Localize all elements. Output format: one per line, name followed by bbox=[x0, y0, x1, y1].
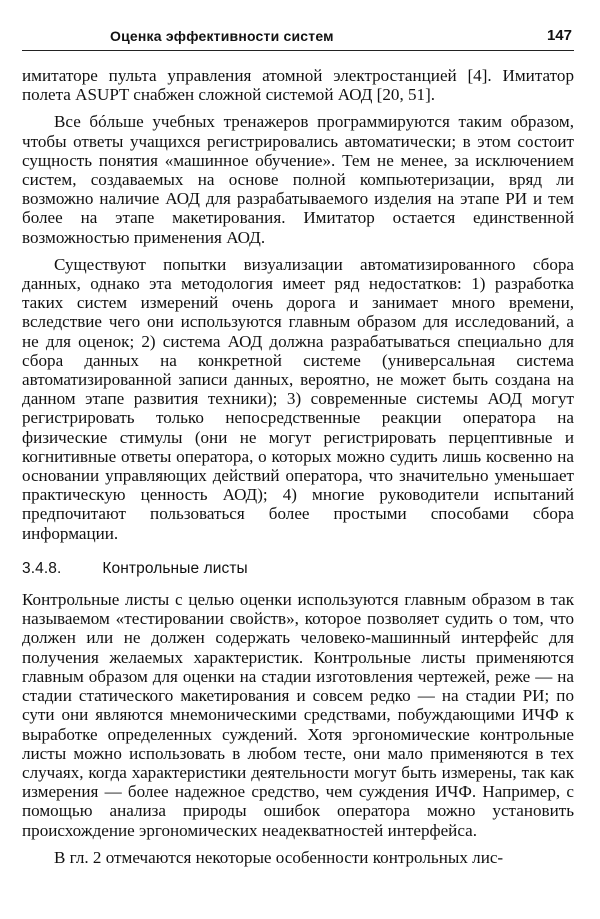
page-number: 147 bbox=[546, 27, 572, 44]
paragraph-machine-learning: Все бóльше учебных тренажеров программируются таким образом, чтобы ответы учащихся регистрировались автоматически; в этом состоит сущность понятия «машинное обучение». Тем не менее, за исключением систем, создаваемых на основе полной компьютеризации, вряд ли возможно наличие АОД для разрабатываемого изделия на этапе РИ и тем более на этапе макетирования. Имитатор остается единственной возможностью применения АОД. bbox=[22, 112, 574, 247]
running-head bbox=[22, 24, 574, 51]
running-title: Оценка эффективности систем bbox=[110, 28, 334, 44]
section-heading bbox=[22, 559, 574, 578]
page-body bbox=[22, 66, 574, 875]
paragraph-continuation: имитаторе пульта управления атомной электростанцией [4]. Имитатор полета ASUPT снабжен сложной системой АОД [20, 51]. bbox=[22, 66, 574, 105]
paragraph-chapter-reference: В гл. 2 отмечаются некоторые особенности контрольных лис- bbox=[54, 847, 504, 867]
paragraph-checklists: Контрольные листы с целью оценки используются главным образом в так называемом «тестировании свойств», которое позволяет судить о том, что должен или не должен содержать человеко-машинный интерфейс для получения желаемых характеристик. Контрольные листы применяются главным образом для оценки на стадии изготовления чертежей, реже — на стадии статического макетирования и совсем редко — на стадии РИ; по сути они являются мнемоническими средствами, побуждающими ИЧФ к выработке определенных суждений. Хотя эргономические контрольные листы можно использовать в любом тесте, они мало применяются в тех случаях, когда характеристики деятельности могут быть измерены, так как измерения — более надежное средство, чем суждения ИЧФ. Например, с помощью анализа природы ошибок оператора можно установить происхождение эргономических неадекватностей интерфейса. bbox=[22, 590, 574, 840]
paragraph-data-collection-drawbacks: Существуют попытки визуализации автоматизированного сбора данных, однако эта методология имеет ряд недостатков: 1) разработка таких систем измерений очень дорога и занимает много времени, вследствие чего они используются главным образом для исследований, а не для оценок; 2) система АОД должна разрабатываться специально для сбора данных на конкретной системе (универсальная система автоматизированной записи данных, вероятно, не может быть создана на данном этапе развития техники); 3) современные системы АОД могут регистрировать только непосредственные реакции оператора на физические стимулы (они не могут регистрировать перцептивные и когнитивные ответы оператора, о которых можно судить лишь косвенно на основании управляющих действий оператора, что значительно уменьшает практическую ценность АОД); 4) многие руководители испытаний предпочитают пользоваться более простыми способами сбора информации. bbox=[22, 254, 574, 543]
section-number: 3.4.8. bbox=[22, 559, 62, 577]
section-title: Контрольные листы bbox=[102, 559, 248, 577]
